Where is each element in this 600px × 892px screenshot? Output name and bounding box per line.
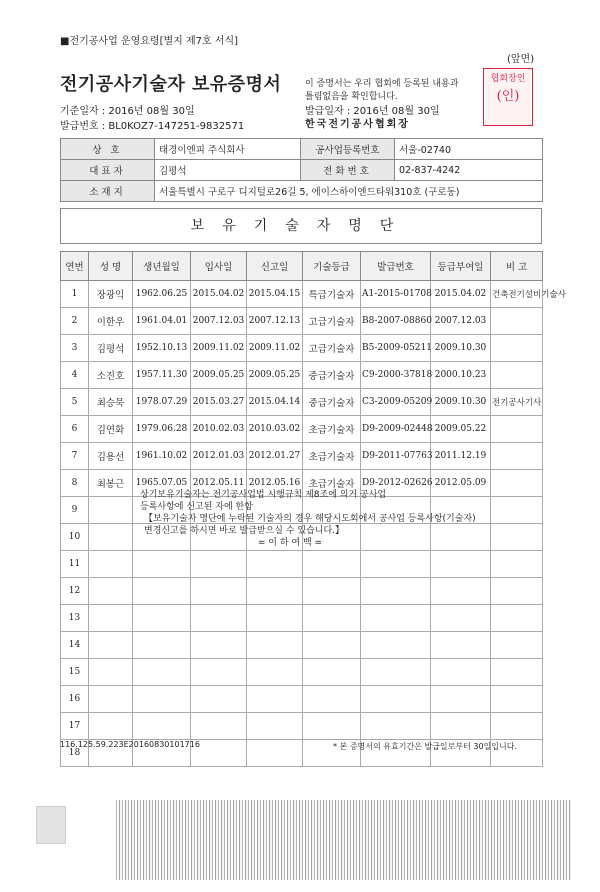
cell-hire (191, 659, 247, 686)
cell-report (247, 632, 303, 659)
cell-grant (431, 713, 491, 740)
cell-remark (491, 416, 543, 443)
cell-birth (133, 605, 191, 632)
note-line-1: 상기보유기술자는 전기공사업법 시행규칙 제8조에 의거 공사업 (140, 490, 387, 500)
cell-no: 9 (61, 497, 89, 524)
cell-birth: 1962.06.25 (133, 281, 191, 308)
company-row-trade (61, 139, 543, 160)
cell-name: 소진호 (89, 362, 133, 389)
cell-hire: 2009.11.02 (191, 335, 247, 362)
company-row-address (61, 181, 543, 202)
cell-remark (491, 524, 543, 551)
cell-no: 1 (61, 281, 89, 308)
document-title: 전기공사기술자 보유증명서 (60, 74, 282, 95)
cell-issue-no: C9-2000-37818 (361, 362, 431, 389)
table-row (61, 281, 543, 308)
col-header-name: 성 명 (89, 252, 133, 281)
cell-report: 2012.05.16 (247, 470, 303, 497)
cell-remark (491, 335, 543, 362)
notice-overlay (140, 489, 480, 549)
page-side-label: (앞면) (507, 54, 535, 65)
cell-issue-no (361, 632, 431, 659)
cell-hire (191, 551, 247, 578)
cell-grant (431, 686, 491, 713)
cell-birth (133, 551, 191, 578)
cell-birth (133, 632, 191, 659)
cell-remark: 건축전기설비기술사 (491, 281, 543, 308)
table-row (61, 578, 543, 605)
cell-hire (191, 578, 247, 605)
table-row (61, 362, 543, 389)
cell-name (89, 605, 133, 632)
cell-grade (303, 659, 361, 686)
cell-no: 3 (61, 335, 89, 362)
cell-grant (431, 605, 491, 632)
col-header-issue-no: 발급번호 (361, 252, 431, 281)
note-line-5: = 이 하 여 백 = (257, 538, 323, 548)
company-info-table (60, 138, 543, 202)
cell-name: 이한우 (89, 308, 133, 335)
reg-no-label: 공사업등록번호 (301, 139, 395, 160)
col-header-hire: 입사일 (191, 252, 247, 281)
cell-grade (303, 605, 361, 632)
cell-issue-no: B5-2009-05211 (361, 335, 431, 362)
cell-issue-no: A1-2015-01708 (361, 281, 431, 308)
cell-grade: 초급기술자 (303, 416, 361, 443)
cell-remark (491, 551, 543, 578)
cell-report: 2009.05.25 (247, 362, 303, 389)
cell-issue-no: C3-2009-05209 (361, 389, 431, 416)
cell-no: 12 (61, 578, 89, 605)
trade-name-label: 상 호 (61, 139, 155, 160)
cell-no: 14 (61, 632, 89, 659)
cell-birth: 1965.07.05 (133, 470, 191, 497)
ceo-value: 김평석 (155, 160, 301, 181)
cell-report (247, 713, 303, 740)
cell-report (247, 551, 303, 578)
issue-date: 발급일자 : 2016년 08월 30일 (305, 106, 440, 117)
table-row (61, 551, 543, 578)
cell-remark (491, 443, 543, 470)
table-row (61, 443, 543, 470)
cell-name (89, 632, 133, 659)
cell-hire: 2007.12.03 (191, 308, 247, 335)
cell-hire (191, 632, 247, 659)
cell-report (247, 605, 303, 632)
cell-no: 7 (61, 443, 89, 470)
cell-name (89, 524, 133, 551)
cell-name: 김연화 (89, 416, 133, 443)
cell-grade (303, 551, 361, 578)
cell-birth: 1979.06.28 (133, 416, 191, 443)
col-header-grant: 등급부여일 (431, 252, 491, 281)
cell-birth (133, 578, 191, 605)
cell-no: 11 (61, 551, 89, 578)
cell-name: 최봉근 (89, 470, 133, 497)
cell-birth (133, 713, 191, 740)
cell-grade (303, 686, 361, 713)
association-seal (483, 68, 533, 126)
cell-no: 13 (61, 605, 89, 632)
cell-remark (491, 362, 543, 389)
col-header-report: 신고일 (247, 252, 303, 281)
cell-no: 2 (61, 308, 89, 335)
cell-no: 16 (61, 686, 89, 713)
cell-grant: 2012.05.09 (431, 470, 491, 497)
cell-grade: 초급기술자 (303, 443, 361, 470)
cell-issue-no: D9-2012-02626 (361, 470, 431, 497)
cell-grant: 2000.10.23 (431, 362, 491, 389)
cell-birth: 1957.11.30 (133, 362, 191, 389)
cell-name (89, 578, 133, 605)
cell-issue-no: D9-2009-02448 (361, 416, 431, 443)
cell-issue-no (361, 578, 431, 605)
cell-name: 김평석 (89, 335, 133, 362)
table-row (61, 659, 543, 686)
cell-grade: 고급기술자 (303, 308, 361, 335)
note-line-2: 등록사항에 신고된 자에 한함 (140, 502, 253, 512)
cell-birth: 1978.07.29 (133, 389, 191, 416)
cell-report (247, 659, 303, 686)
cell-report: 2010.03.02 (247, 416, 303, 443)
note-line-3: 【보유기술자 명단에 누락된 기술자의 경우 해당시도회에서 공사업 등록사항(기술자) (144, 514, 476, 524)
cell-hire (191, 686, 247, 713)
cell-hire: 2015.03.27 (191, 389, 247, 416)
cell-grade (303, 632, 361, 659)
cell-hire: 2009.05.25 (191, 362, 247, 389)
cell-hire (191, 605, 247, 632)
cell-grant: 2015.04.02 (431, 281, 491, 308)
cell-report: 2015.04.15 (247, 281, 303, 308)
cell-name: 최승묵 (89, 389, 133, 416)
issue-number: 발급번호 : BL0KOZ7-147251-9832571 (60, 121, 245, 132)
cell-remark (491, 605, 543, 632)
col-header-grade: 기술등급 (303, 252, 361, 281)
cell-grade: 중급기술자 (303, 389, 361, 416)
cell-remark (491, 578, 543, 605)
validity-note: * 본 증명서의 유효기간은 발급일로부터 30일입니다. (333, 742, 517, 751)
phone-value: 02-837-4242 (395, 160, 543, 181)
security-barcode (116, 800, 571, 880)
cell-grant: 2011.12.19 (431, 443, 491, 470)
cell-remark (491, 497, 543, 524)
cell-issue-no (361, 713, 431, 740)
cell-grade (303, 713, 361, 740)
cell-report: 2009.11.02 (247, 335, 303, 362)
cell-issue-no: D9-2011-07763 (361, 443, 431, 470)
cell-report (247, 686, 303, 713)
cell-name (89, 497, 133, 524)
cell-remark (491, 470, 543, 497)
cell-hire: 2015.04.02 (191, 281, 247, 308)
cell-name: 장광익 (89, 281, 133, 308)
cell-grade (303, 578, 361, 605)
cell-issue-no (361, 551, 431, 578)
cell-grant (431, 551, 491, 578)
cell-issue-no (361, 659, 431, 686)
note-line-4: 변경신고를 하시면 바로 발급받으실 수 있습니다.】 (144, 526, 345, 536)
cell-remark (491, 659, 543, 686)
cell-no: 17 (61, 713, 89, 740)
cell-report: 2012.01.27 (247, 443, 303, 470)
table-row (61, 605, 543, 632)
cell-no: 4 (61, 362, 89, 389)
cell-report (247, 578, 303, 605)
form-label: ■전기공사업 운영요령[별지 제7호 서식] (60, 36, 239, 47)
cell-grade: 중급기술자 (303, 362, 361, 389)
cell-no: 10 (61, 524, 89, 551)
issuer-name: 한국전기공사협회장 (305, 119, 410, 130)
table-header-row (61, 252, 543, 281)
cell-grant (431, 659, 491, 686)
cell-report: 2015.04.14 (247, 389, 303, 416)
cell-grant: 2009.05.22 (431, 416, 491, 443)
cell-no: 6 (61, 416, 89, 443)
notice-line-2: 틀림없음을 확인합니다. (305, 92, 398, 102)
company-row-ceo (61, 160, 543, 181)
col-header-no: 연번 (61, 252, 89, 281)
cell-hire: 2012.01.03 (191, 443, 247, 470)
cell-remark (491, 308, 543, 335)
cell-birth: 1961.04.01 (133, 308, 191, 335)
cell-no: 18 (61, 740, 89, 767)
cell-grant: 2009.10.30 (431, 335, 491, 362)
table-row (61, 416, 543, 443)
standard-date: 기준일자 : 2016년 08월 30일 (60, 106, 195, 117)
certification-notice (305, 78, 485, 104)
cell-no: 5 (61, 389, 89, 416)
cell-report: 2007.12.13 (247, 308, 303, 335)
cell-grant (431, 632, 491, 659)
document-code: 116.125.59.223E20160830101716 (60, 740, 200, 749)
cell-name (89, 551, 133, 578)
cell-name: 김용선 (89, 443, 133, 470)
cell-remark: 전기공사기사 (491, 389, 543, 416)
cell-name (89, 686, 133, 713)
address-label: 소재지 (61, 181, 155, 202)
cell-remark (491, 632, 543, 659)
cell-hire (191, 713, 247, 740)
table-row (61, 389, 543, 416)
cell-no: 8 (61, 470, 89, 497)
col-header-remark: 비 고 (491, 252, 543, 281)
table-row (61, 335, 543, 362)
section-title: 보유기술자명단 (60, 208, 542, 244)
cell-birth (133, 659, 191, 686)
cell-issue-no: B8-2007-08860 (361, 308, 431, 335)
cell-name (89, 713, 133, 740)
table-row (61, 686, 543, 713)
stamp-mark (36, 806, 66, 844)
address-value: 서울특별시 구로구 디지털로26길 5, 에이스하이엔드타워310호 (구로동) (155, 181, 543, 202)
cell-remark (491, 686, 543, 713)
cell-remark (491, 713, 543, 740)
cell-grant: 2009.10.30 (431, 389, 491, 416)
cell-birth: 1952.10.13 (133, 335, 191, 362)
cell-birth (133, 686, 191, 713)
ceo-label: 대표자 (61, 160, 155, 181)
cell-hire: 2012.05.11 (191, 470, 247, 497)
cell-issue-no (361, 605, 431, 632)
col-header-birth: 생년월일 (133, 252, 191, 281)
notice-line-1: 이 증명서는 우리 협회에 등록된 내용과 (305, 79, 459, 89)
cell-grant (431, 578, 491, 605)
cell-grant: 2007.12.03 (431, 308, 491, 335)
cell-name (89, 659, 133, 686)
trade-name-value: 태경이엔피 주식회사 (155, 139, 301, 160)
table-row (61, 632, 543, 659)
table-row (61, 713, 543, 740)
seal-text: 협회장인 (490, 74, 526, 84)
cell-grade: 초급기술자 (303, 470, 361, 497)
cell-grade: 특급기술자 (303, 281, 361, 308)
reg-no-value: 서울-02740 (395, 139, 543, 160)
seal-mark: (인) (496, 89, 520, 104)
cell-issue-no (361, 686, 431, 713)
cell-report (247, 740, 303, 767)
table-row (61, 308, 543, 335)
cell-hire: 2010.02.03 (191, 416, 247, 443)
phone-label: 전화번호 (301, 160, 395, 181)
cell-grade: 고급기술자 (303, 335, 361, 362)
cell-no: 15 (61, 659, 89, 686)
cell-birth: 1961.10.02 (133, 443, 191, 470)
